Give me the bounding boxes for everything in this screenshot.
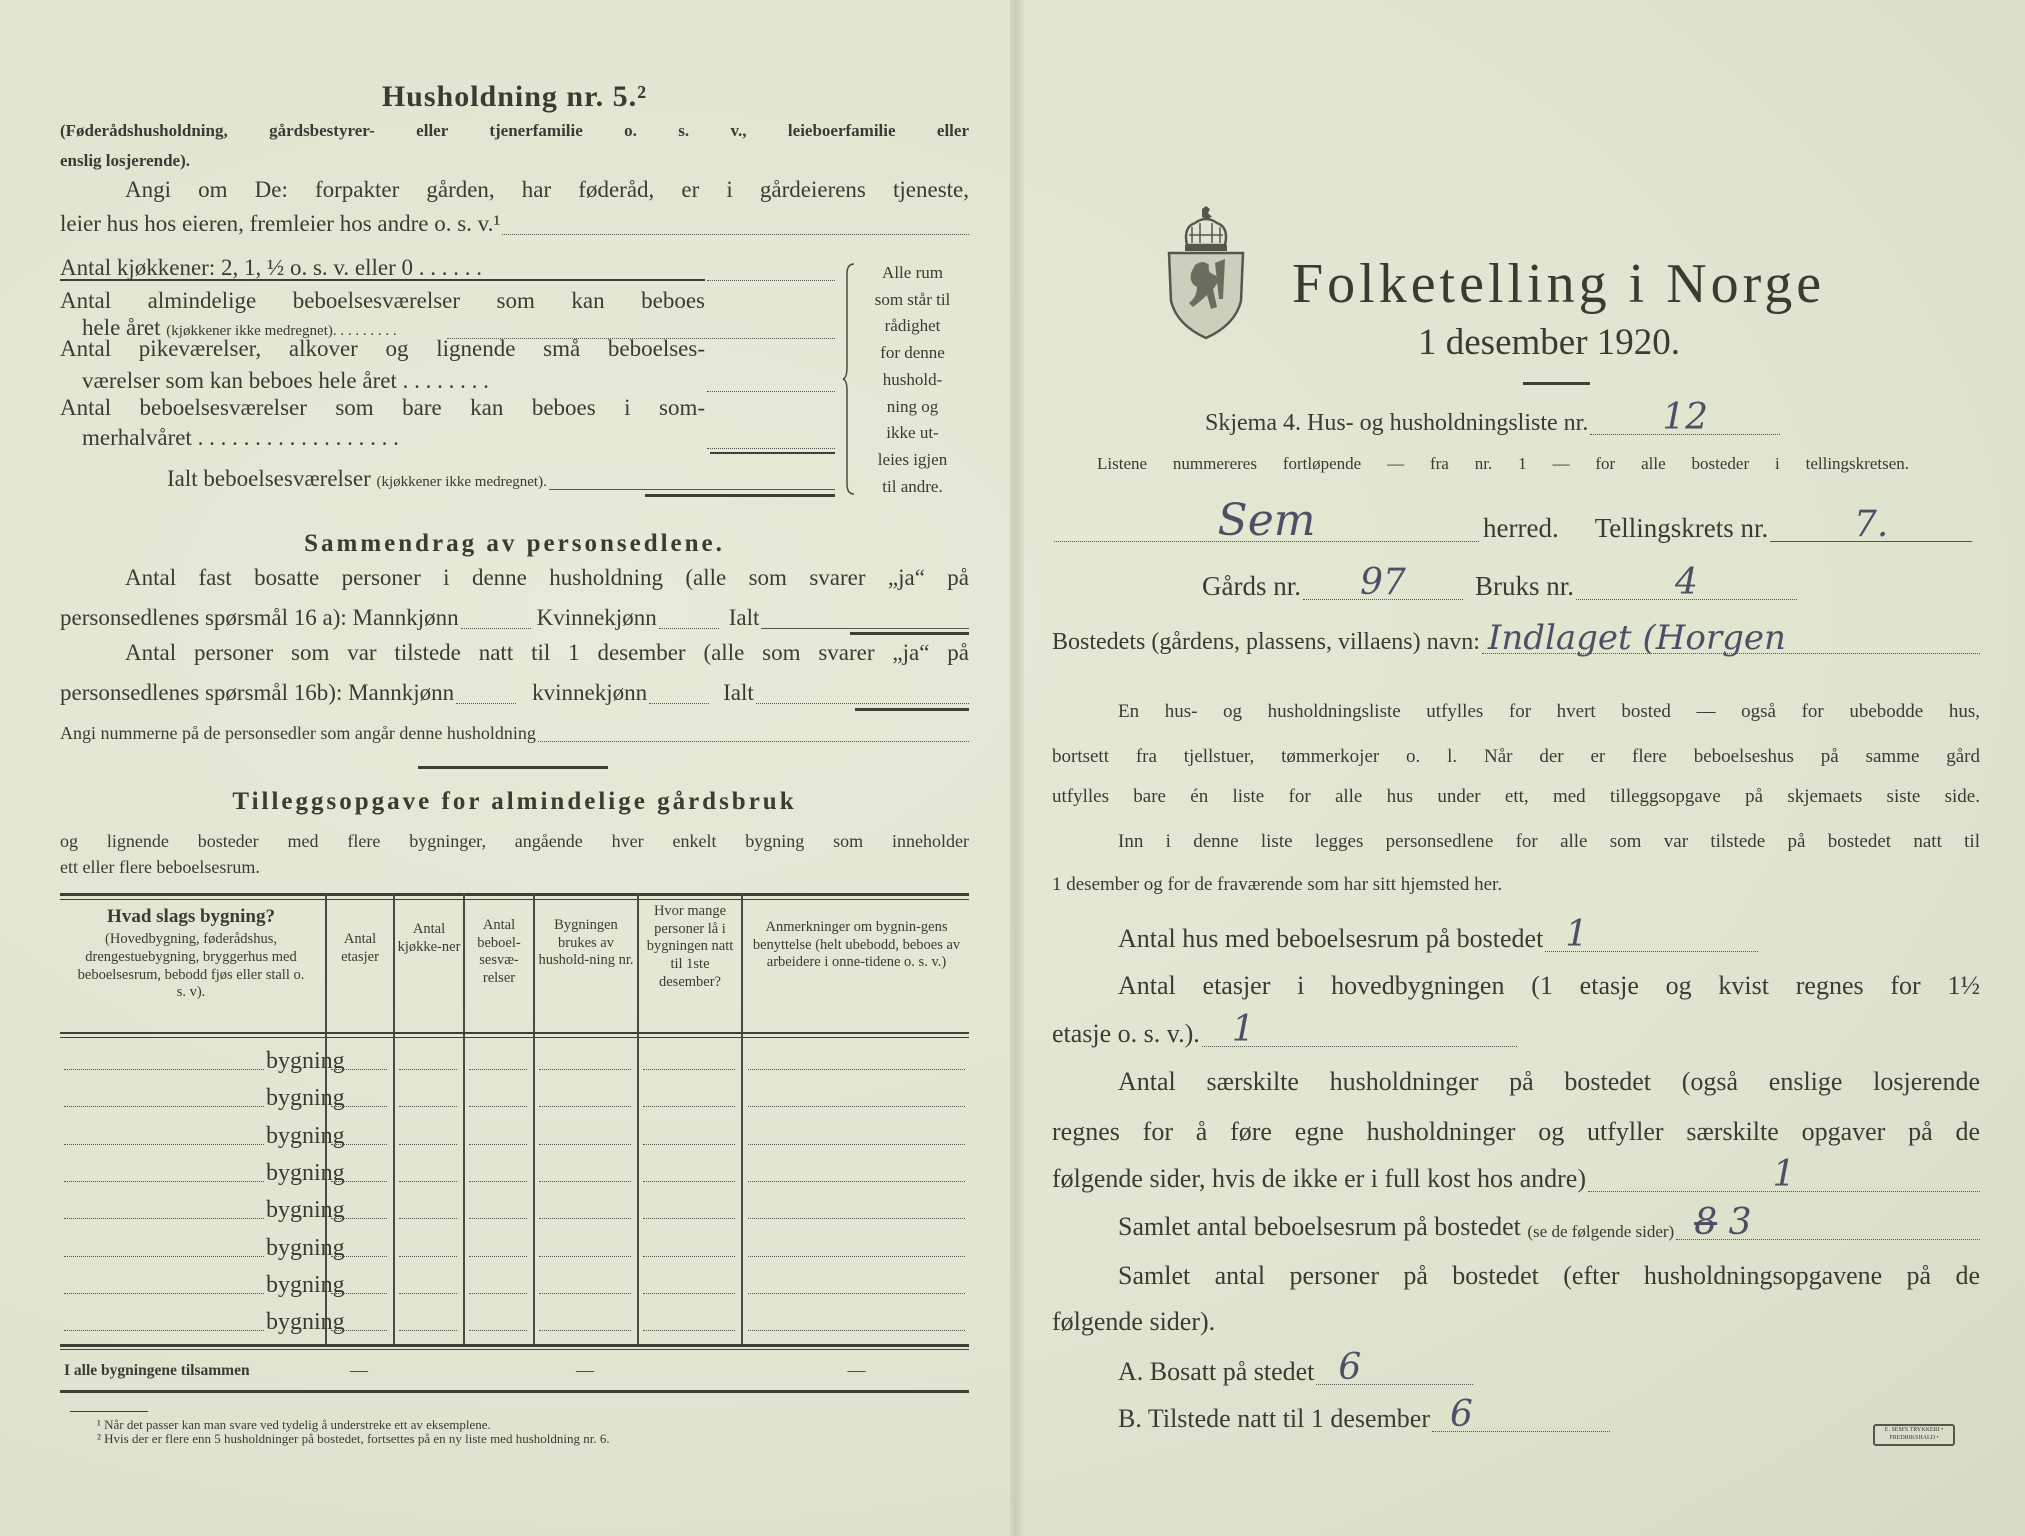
hush-label: følgende sider, hvis de ikke er i full kost hos andre): [1052, 1164, 1586, 1193]
census-title: Folketelling i Norge: [1292, 253, 1826, 315]
hush-line-1: Antal særskilte husholdninger på bostedet (også enslige losjerende: [1118, 1067, 1980, 1096]
bosatt-value: 6: [1338, 1347, 1362, 1388]
instruction-5: 1 desember og for de fraværende som har sitt hjemsted her.: [1052, 874, 1503, 895]
building-type-field[interactable]: [64, 1144, 264, 1145]
table-cell-field[interactable]: [643, 1330, 735, 1331]
hus-row: [1118, 914, 1758, 955]
building-type-field[interactable]: [64, 1330, 264, 1331]
etasjer-label: etasje o. s. v.).: [1052, 1019, 1200, 1048]
numre-field[interactable]: [538, 725, 969, 742]
table-cell-field[interactable]: [469, 1106, 527, 1107]
table-cell-field[interactable]: [539, 1293, 631, 1294]
pike-row: [82, 369, 835, 392]
table-cell-field[interactable]: [469, 1330, 527, 1331]
ialt-label: Ialt beboelsesværelser: [167, 466, 371, 491]
header-type-desc: (Hovedbygning, føderådshus, drengestuebygning, bryggerhus med beboelsesrum, bebodd fjøs eller stall o. s. v).: [77, 931, 305, 1001]
tilstede-field[interactable]: [1432, 1394, 1610, 1435]
herred-value: Sem: [1217, 495, 1316, 546]
ialt-label-small: (kjøkkener ikke medregnet).: [376, 474, 547, 490]
building-label: bygning: [266, 1234, 345, 1261]
alm-line-1: Antal almindelige beboelsesværelser som kan beboes: [60, 288, 705, 313]
herred-label: herred.: [1483, 513, 1559, 543]
tilst-mann-field[interactable]: [456, 682, 516, 704]
table-row: [60, 1085, 969, 1112]
footnote-rule: [70, 1411, 148, 1412]
rum-value-struck: 8: [1694, 1202, 1718, 1243]
table-cell-field[interactable]: [399, 1330, 457, 1331]
tilst-ialt-field[interactable]: [756, 682, 969, 704]
herred-row: [1052, 495, 1972, 546]
tilst-line-1: Antal personer som var tilstede natt til 1 desember (alle som svarer „ja“ på: [125, 640, 969, 665]
building-label: bygning: [266, 1122, 345, 1149]
table-cell-field[interactable]: [748, 1106, 965, 1107]
pike-field[interactable]: [707, 370, 835, 392]
header-type: [60, 905, 322, 1002]
total-label: I alle bygningene tilsammen: [64, 1362, 250, 1379]
building-label: bygning: [266, 1048, 345, 1074]
tellingskrets-label: Tellingskrets nr.: [1594, 513, 1769, 543]
rum-label-small: (se de følgende sider): [1527, 1222, 1675, 1241]
table-cell-field[interactable]: [748, 1144, 965, 1145]
tilstede-row: [1118, 1394, 1610, 1435]
angi-label: leier hus hos eieren, fremleier hos andre o. s. v.¹: [60, 211, 501, 236]
table-cell-field[interactable]: [469, 1181, 527, 1182]
gards-label: Gårds nr.: [1202, 571, 1301, 601]
pers-line-2: følgende sider).: [1052, 1307, 1216, 1336]
ialt-underline: [645, 494, 835, 497]
tilstede-value: 6: [1450, 1394, 1473, 1435]
table-cell-field[interactable]: [748, 1218, 965, 1219]
tilst-line-2: [60, 681, 969, 704]
table-cell-field[interactable]: [469, 1293, 527, 1294]
etasjer-field[interactable]: [1202, 1009, 1517, 1050]
tilst-ialt-underline: [855, 708, 969, 711]
ialt-field[interactable]: [549, 468, 835, 490]
building-type-field[interactable]: [64, 1293, 264, 1294]
table-cell-field[interactable]: [748, 1181, 965, 1182]
sommer-label: merhalvåret . . . . . . . . . . . . . . . . . .: [82, 425, 399, 450]
table-cell-field[interactable]: [331, 1181, 387, 1182]
hush-row: [1052, 1154, 1980, 1195]
hush-field[interactable]: [1588, 1154, 1980, 1195]
rum-field[interactable]: [1676, 1202, 1980, 1243]
fast-kvinne-label: Kvinnekjønn: [536, 605, 657, 630]
table-cell-field[interactable]: [539, 1069, 631, 1070]
instruction-3: utfylles bare én liste for alle hus under ett, med tilleggsopgave på skjemaets siste side.: [1052, 786, 1980, 807]
table-cell-field[interactable]: [643, 1218, 735, 1219]
total-rule-2: [60, 1349, 969, 1350]
sommer-row: [82, 426, 835, 449]
building-label: bygning: [266, 1271, 345, 1298]
table-row: [60, 1048, 969, 1074]
brace-note-line: leies igjen: [877, 449, 948, 469]
table-cell-field[interactable]: [748, 1256, 965, 1257]
pers-line-1: Samlet antal personer på bostedet (efter husholdningsopgavene på de: [1118, 1261, 1980, 1290]
hush-line-2: regnes for å føre egne husholdninger og utfyller særskilte opgaver på de: [1052, 1117, 1980, 1146]
total-cell: —: [847, 1360, 866, 1380]
header-rule: [60, 1032, 969, 1034]
tillegg-text-1: og lignende bosteder med flere bygninger, angående hver enkelt bygning som inneholder: [60, 831, 969, 851]
rum-label: Samlet antal beboelsesrum på bostedet: [1118, 1212, 1521, 1241]
table-cell-field[interactable]: [643, 1181, 735, 1182]
fast-kvinne-field[interactable]: [659, 607, 719, 629]
building-label: bygning: [266, 1197, 345, 1224]
header-vaerelser: Antal beboel-sesvæ-relser: [477, 917, 521, 987]
header-anmerkninger: Anmerkninger om bygnin-gens benyttelse (helt ubebodd, beboes av arbeidere i onne-tidene o. s. v.): [752, 919, 961, 971]
brace-note-line: Alle rum: [882, 263, 943, 282]
hush-value: 1: [1772, 1154, 1796, 1195]
building-type-field[interactable]: [64, 1069, 264, 1070]
instruction-2: bortsett fra tjellstuer, tømmerkojer o. l. Når der er flere beboelseshus på samme gård: [1052, 746, 1980, 767]
table-cell-field[interactable]: [748, 1293, 965, 1294]
bosatt-row: [1118, 1347, 1473, 1388]
bruks-field[interactable]: [1576, 562, 1797, 603]
kjokkener-label: Antal kjøkkener: 2, 1, ½ o. s. v. eller 0 . . . . . .: [60, 256, 705, 281]
brace-note-line: rådighet: [884, 316, 941, 336]
table-cell-field[interactable]: [331, 1256, 387, 1257]
table-cell-field[interactable]: [331, 1069, 387, 1070]
total-rule: [60, 1344, 969, 1347]
gards-field[interactable]: [1303, 562, 1463, 603]
building-label: bygning: [266, 1085, 345, 1112]
header-kjokkener: Antal kjøkke-ner: [397, 921, 461, 955]
table-row: [60, 1197, 969, 1224]
table-top-rule: [60, 893, 969, 896]
header-type-title: Hvad slags bygning?: [107, 906, 275, 927]
household-subtitle: (Føderådshusholdning, gårdsbestyrer- eller tjenerfamilie o. s. v., leieboerfamilie eller: [60, 121, 969, 140]
building-type-field[interactable]: [64, 1256, 264, 1257]
table-cell-field[interactable]: [643, 1069, 735, 1070]
table-cell-field[interactable]: [748, 1330, 965, 1331]
fast-ialt-label: Ialt: [728, 605, 760, 630]
table-cell-field[interactable]: [399, 1181, 457, 1182]
right-page: [1020, 0, 2025, 1536]
tilstede-label: B. Tilstede natt til 1 desember: [1118, 1404, 1430, 1433]
angi-line-1: Angi om De: forpakter gården, har føderåd, er i gårdeierens tjeneste,: [125, 177, 969, 202]
left-page: [0, 0, 1012, 1536]
table-cell-field[interactable]: [399, 1106, 457, 1107]
title-rule: [1523, 382, 1590, 385]
bosted-field[interactable]: [1482, 618, 1980, 658]
numre-row: [60, 724, 969, 742]
tilst-mann-label: personsedlenes spørsmål 16b): Mannkjønn: [60, 680, 455, 705]
census-date: 1 desember 1920.: [1418, 322, 1681, 363]
fast-ialt-field[interactable]: [761, 607, 969, 629]
coat-of-arms-icon: [1165, 205, 1247, 340]
fast-line-1: Antal fast bosatte personer i denne husholdning (alle som svarer „ja“ på: [125, 565, 969, 590]
building-label: bygning: [266, 1309, 345, 1336]
buildings-table: [60, 893, 969, 1395]
total-cell: —: [576, 1360, 594, 1380]
alm-label: hele året: [82, 315, 161, 340]
table-cell-field[interactable]: [331, 1293, 387, 1294]
sommer-sum-rule: [710, 452, 835, 454]
bosatt-label: A. Bosatt på stedet: [1118, 1357, 1315, 1386]
alm-label-small: (kjøkkener ikke medregnet). . . . . . . . .: [166, 323, 397, 339]
listene-note: Listene nummereres fortløpende — fra nr. 1 — for alle bosteder i tellingskretsen.: [1097, 454, 1909, 473]
table-cell-field[interactable]: [539, 1144, 631, 1145]
tillegg-heading: Tilleggsopgave for almindelige gårdsbruk: [232, 788, 797, 815]
table-cell-field[interactable]: [399, 1256, 457, 1257]
table-row: [60, 1234, 969, 1261]
household-title: Husholdning nr. 5.²: [381, 80, 648, 113]
bosatt-field[interactable]: [1316, 1347, 1473, 1388]
kjokkener-row: [60, 256, 835, 281]
hus-value: 1: [1565, 914, 1589, 955]
building-type-field[interactable]: [64, 1106, 264, 1107]
building-type-field[interactable]: [64, 1181, 264, 1182]
header-rule-2: [60, 1037, 969, 1038]
bosted-row: [1052, 618, 1980, 658]
brace-note-line: til andre.: [882, 476, 943, 496]
pike-line-1: Antal pikeværelser, alkover og lignende små beboelses-: [60, 336, 705, 361]
table-cell-field[interactable]: [331, 1144, 387, 1145]
angi-line-2: [60, 212, 969, 235]
table-cell-field[interactable]: [399, 1218, 457, 1219]
instruction-1: En hus- og husholdningsliste utfylles for hvert bosted — også for ubebodde hus,: [1118, 701, 1980, 722]
brace-note-line: ikke ut-: [886, 423, 939, 443]
printer-stamp: E. SEM'S TRYKKERI • FREDRIKSHALD •: [1873, 1424, 1955, 1446]
building-label: bygning: [266, 1159, 345, 1186]
table-cell-field[interactable]: [539, 1106, 631, 1107]
header-etasjer: Antal etasjer: [341, 931, 379, 965]
table-cell-field[interactable]: [748, 1069, 965, 1070]
gards-value: 97: [1360, 562, 1406, 603]
table-bottom-rule: [60, 1390, 969, 1393]
footnote-2: ² Hvis der er flere enn 5 husholdninger på bostedet, fortsettes på en ny liste med husholdning nr. 6.: [97, 1431, 610, 1446]
numre-label: Angi nummerne på de personsedler som angår denne husholdning: [60, 723, 536, 743]
fast-mann-label: personsedlenes spørsmål 16 a): Mannkjønn: [60, 605, 459, 630]
tilst-kvinne-field[interactable]: [649, 682, 709, 704]
fast-mann-field[interactable]: [461, 607, 531, 629]
fast-ialt-underline: [850, 632, 969, 635]
pike-label: værelser som kan beboes hele året . . . . . . . .: [82, 368, 489, 393]
table-row: [60, 1309, 969, 1336]
table-cell-field[interactable]: [331, 1106, 387, 1107]
liste-nr-value: 12: [1662, 397, 1709, 438]
rum-row: [1118, 1202, 1980, 1243]
sommer-line-1: Antal beboelsesværelser som bare kan beboes i som-: [60, 395, 705, 420]
etasjer-value: 1: [1231, 1009, 1255, 1050]
table-cell-field[interactable]: [399, 1293, 457, 1294]
brace-note-line: som står til: [874, 289, 951, 309]
herred-field[interactable]: [1054, 495, 1479, 546]
footnote-1: ¹ Når det passer kan man svare ved tydelig å understreke ett av eksemplene.: [97, 1417, 491, 1432]
table-cell-field[interactable]: [469, 1069, 527, 1070]
tillegg-text-2: ett eller flere beboelsesrum.: [60, 857, 260, 877]
sommer-field[interactable]: [707, 427, 835, 449]
fast-line-2: [60, 606, 969, 629]
skjema-label: Skjema 4. Hus- og husholdningsliste nr.: [1205, 410, 1589, 436]
tilst-kvinne-label: kvinnekjønn: [532, 680, 648, 705]
etasjer-line-1: Antal etasjer i hovedbygningen (1 etasje og kvist regnes for 1½: [1118, 971, 1980, 1000]
table-cell-field[interactable]: [539, 1218, 631, 1219]
header-personer: Hvor mange personer lå i bygningen natt til 1ste desember?: [646, 903, 734, 990]
brace-note: [855, 260, 970, 500]
brace-icon: [842, 262, 856, 497]
tellingskrets-value: 7.: [1853, 504, 1889, 545]
building-type-field[interactable]: [64, 1218, 264, 1219]
table-cell-field[interactable]: [331, 1218, 387, 1219]
bosted-label: Bostedets (gårdens, plassens, villaens) navn:: [1052, 629, 1480, 655]
brace-note-line: for denne: [880, 343, 945, 363]
bruks-label: Bruks nr.: [1474, 571, 1574, 601]
table-cell-field[interactable]: [399, 1144, 457, 1145]
table-cell-field[interactable]: [469, 1218, 527, 1219]
table-cell-field[interactable]: [539, 1330, 631, 1331]
instruction-4: Inn i denne liste legges personsedlene for alle som var tilstede på bostedet natt til: [1118, 831, 1980, 852]
table-cell-field[interactable]: [643, 1256, 735, 1257]
table-cell-field[interactable]: [643, 1293, 735, 1294]
tilst-ialt-label: Ialt: [723, 680, 754, 705]
rum-value: 3: [1728, 1202, 1752, 1243]
tellingskrets-field[interactable]: [1770, 504, 1972, 545]
table-row: [60, 1122, 969, 1149]
brace-note-line: hushold-: [882, 369, 943, 389]
table-cell-field[interactable]: [539, 1256, 631, 1257]
total-cell: —: [350, 1360, 368, 1380]
table-cell-field[interactable]: [643, 1144, 735, 1145]
gards-row: [1202, 562, 1797, 603]
bruks-value: 4: [1675, 562, 1698, 603]
liste-nr-field[interactable]: [1590, 397, 1780, 438]
header-husholdning: Bygningen brukes av hushold-ning nr.: [538, 917, 634, 969]
skjema-row: [1205, 397, 1780, 438]
table-row: [60, 1159, 969, 1186]
table-cell-field[interactable]: [539, 1181, 631, 1182]
summary-heading: Sammendrag av personsedlene.: [304, 530, 725, 557]
brace-note-line: ning og: [886, 396, 939, 416]
angi-field[interactable]: [502, 213, 969, 235]
table-cell-field[interactable]: [469, 1144, 527, 1145]
household-subtitle-2: enslig losjerende).: [60, 151, 191, 170]
table-cell-field[interactable]: [331, 1330, 387, 1331]
section-divider: [418, 766, 608, 769]
bosted-value: Indlaget (Horgen: [1487, 618, 1786, 658]
table-top-rule-2: [60, 899, 969, 900]
kjokkener-field[interactable]: [707, 259, 835, 281]
etasjer-row: [1052, 1009, 1517, 1050]
hus-field[interactable]: [1545, 914, 1758, 955]
table-cell-field[interactable]: [399, 1069, 457, 1070]
hus-label: Antal hus med beboelsesrum på bostedet: [1118, 924, 1544, 953]
ialt-row: [167, 467, 835, 490]
table-cell-field[interactable]: [643, 1106, 735, 1107]
table-row: [60, 1271, 969, 1298]
table-cell-field[interactable]: [469, 1256, 527, 1257]
